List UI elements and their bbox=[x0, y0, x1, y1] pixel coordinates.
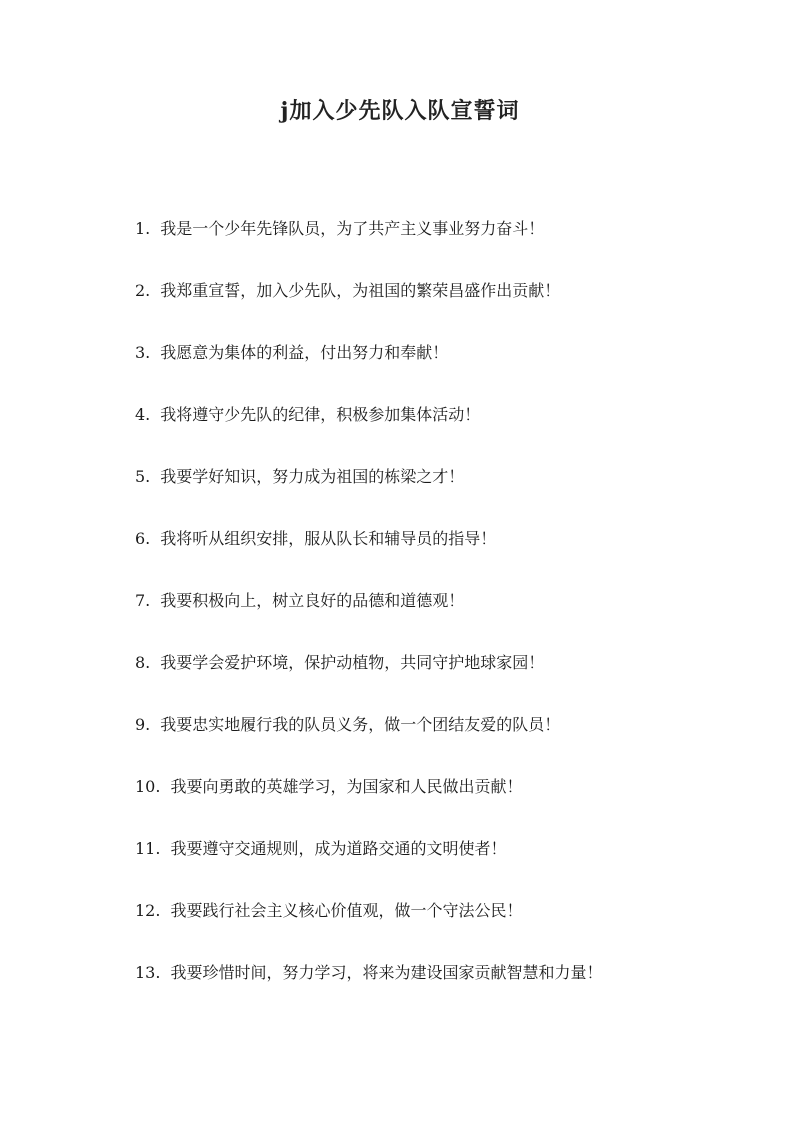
item-number: 5. bbox=[135, 467, 151, 486]
oath-item-13 bbox=[135, 960, 755, 1022]
oath-item-7 bbox=[135, 588, 755, 650]
item-number: 3. bbox=[135, 343, 151, 362]
item-text: 我要学会爱护环境，保护动植物，共同守护地球家园！ bbox=[160, 653, 545, 672]
item-text: 我是一个少年先锋队员，为了共产主义事业努力奋斗！ bbox=[160, 219, 545, 238]
oath-list bbox=[135, 216, 755, 1022]
item-number: 13. bbox=[135, 963, 161, 982]
item-text: 我愿意为集体的利益，付出努力和奉献！ bbox=[160, 343, 449, 362]
oath-item-10 bbox=[135, 774, 755, 836]
item-number: 4. bbox=[135, 405, 151, 424]
item-number: 1. bbox=[135, 219, 151, 238]
item-text: 我将遵守少先队的纪律，积极参加集体活动！ bbox=[160, 405, 481, 424]
item-text: 我将听从组织安排，服从队长和辅导员的指导！ bbox=[160, 529, 497, 548]
oath-item-9 bbox=[135, 712, 755, 774]
item-text: 我要向勇敢的英雄学习，为国家和人民做出贡献！ bbox=[170, 777, 523, 796]
item-text: 我要学好知识，努力成为祖国的栋梁之才！ bbox=[160, 467, 465, 486]
item-number: 6. bbox=[135, 529, 151, 548]
item-text: 我郑重宣誓，加入少先队，为祖国的繁荣昌盛作出贡献！ bbox=[160, 281, 561, 300]
oath-item-1 bbox=[135, 216, 755, 278]
oath-item-8 bbox=[135, 650, 755, 712]
oath-item-4 bbox=[135, 402, 755, 464]
item-number: 12. bbox=[135, 901, 161, 920]
item-number: 8. bbox=[135, 653, 151, 672]
item-number: 2. bbox=[135, 281, 151, 300]
item-text: 我要忠实地履行我的队员义务，做一个团结友爱的队员！ bbox=[160, 715, 561, 734]
item-text: 我要积极向上，树立良好的品德和道德观！ bbox=[160, 591, 465, 610]
item-number: 9. bbox=[135, 715, 151, 734]
item-text: 我要珍惜时间，努力学习，将来为建设国家贡献智慧和力量！ bbox=[170, 963, 603, 982]
oath-item-2 bbox=[135, 278, 755, 340]
oath-item-11 bbox=[135, 836, 755, 898]
item-text: 我要践行社会主义核心价值观，做一个守法公民！ bbox=[170, 901, 523, 920]
oath-item-6 bbox=[135, 526, 755, 588]
item-number: 10. bbox=[135, 777, 161, 796]
oath-item-5 bbox=[135, 464, 755, 526]
oath-item-3 bbox=[135, 340, 755, 402]
document-title: j加入少先队入队宣誓词 bbox=[280, 98, 520, 124]
item-number: 11. bbox=[135, 839, 161, 858]
oath-item-12 bbox=[135, 898, 755, 960]
item-text: 我要遵守交通规则，成为道路交通的文明使者！ bbox=[170, 839, 507, 858]
item-number: 7. bbox=[135, 591, 151, 610]
